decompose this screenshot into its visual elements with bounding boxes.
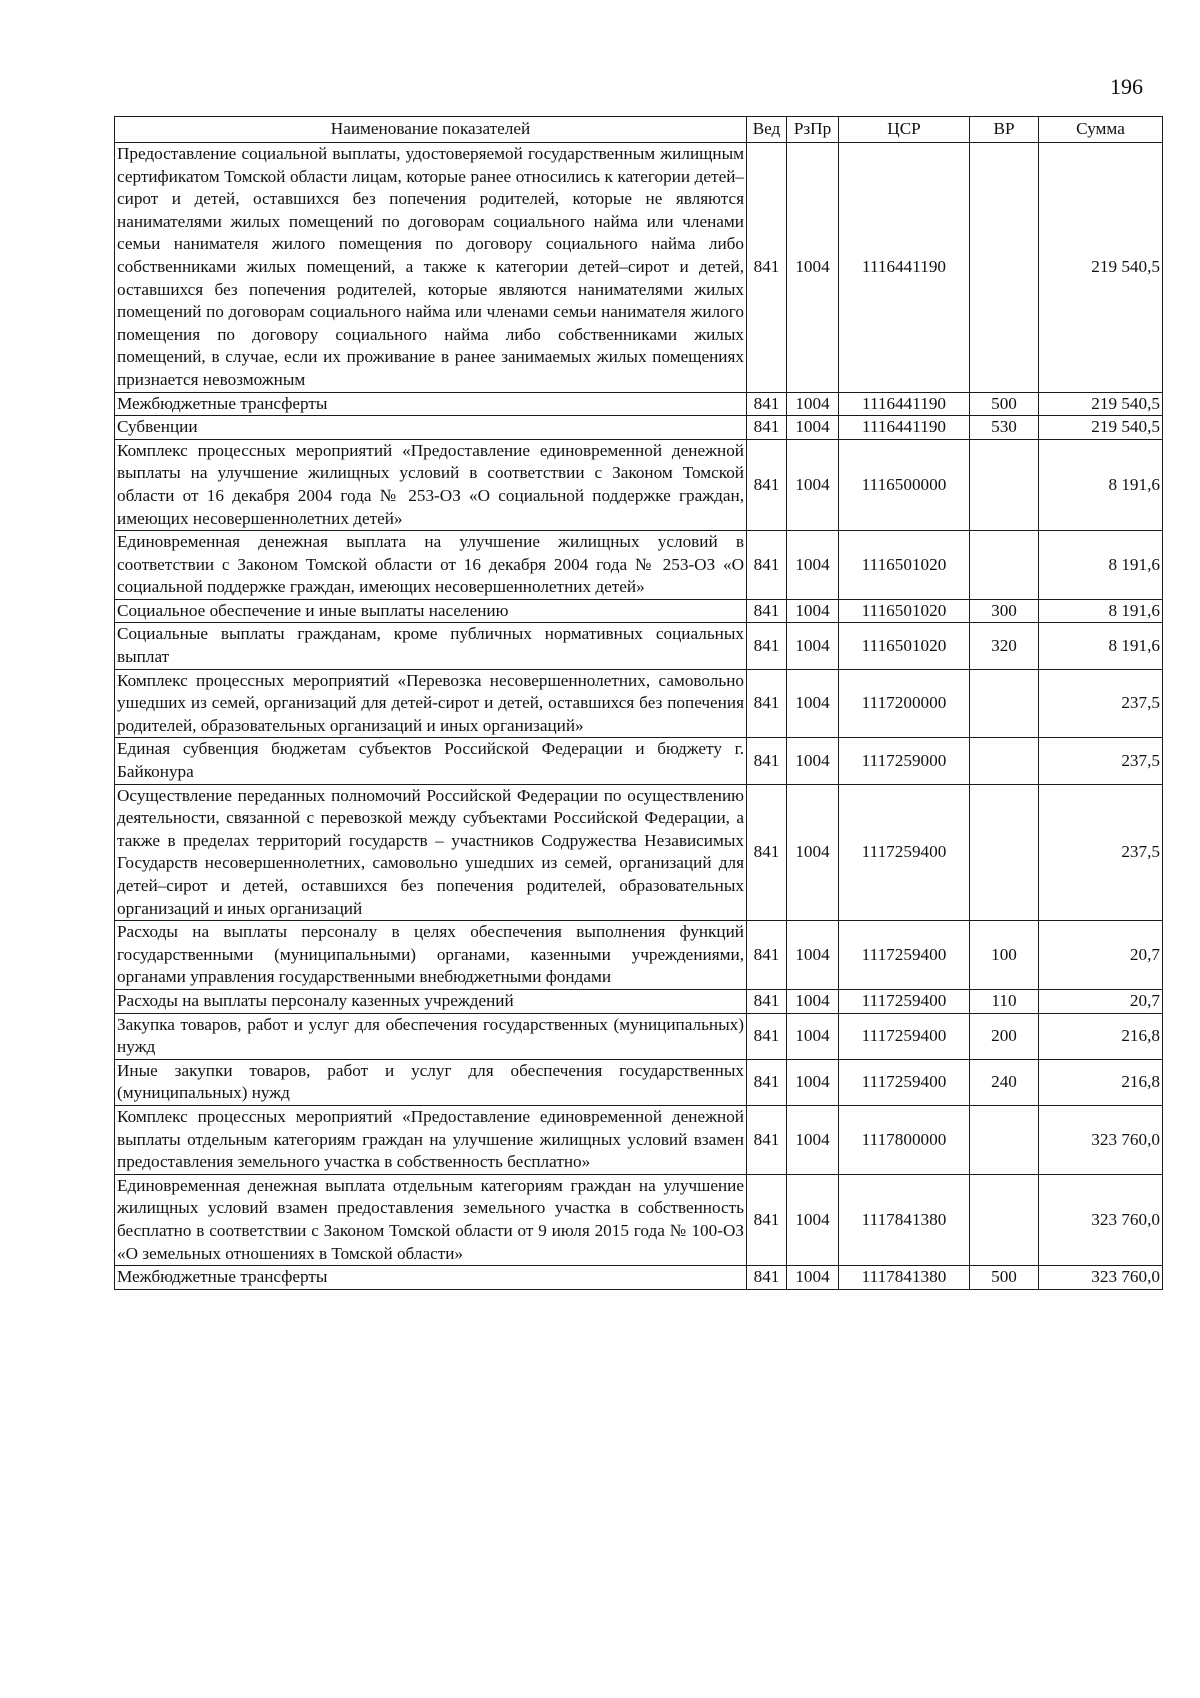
row-rzpr: 1004	[787, 1013, 839, 1059]
table-row	[115, 1105, 1163, 1174]
row-rzpr: 1004	[787, 439, 839, 530]
header-ved: Вед	[747, 117, 787, 143]
row-sum: 8 191,6	[1039, 599, 1163, 623]
row-ved: 841	[747, 599, 787, 623]
row-vr: 530	[970, 416, 1039, 440]
row-ved: 841	[747, 1105, 787, 1174]
row-ved: 841	[747, 1013, 787, 1059]
table-row	[115, 623, 1163, 669]
row-csr: 1117259400	[839, 921, 970, 990]
row-csr: 1117259400	[839, 989, 970, 1013]
row-sum: 237,5	[1039, 669, 1163, 738]
row-vr: 110	[970, 989, 1039, 1013]
row-ved: 841	[747, 439, 787, 530]
row-vr: 320	[970, 623, 1039, 669]
row-rzpr: 1004	[787, 416, 839, 440]
row-sum: 323 760,0	[1039, 1266, 1163, 1290]
row-ved: 841	[747, 623, 787, 669]
row-ved: 841	[747, 738, 787, 784]
row-vr: 300	[970, 599, 1039, 623]
row-ved: 841	[747, 784, 787, 921]
row-name: Межбюджетные трансферты	[115, 1266, 747, 1290]
row-rzpr: 1004	[787, 623, 839, 669]
row-name: Единая субвенция бюджетам субъектов Российской Федерации и бюджету г. Байконура	[115, 738, 747, 784]
row-rzpr: 1004	[787, 599, 839, 623]
row-csr: 1117200000	[839, 669, 970, 738]
row-rzpr: 1004	[787, 989, 839, 1013]
table-row	[115, 392, 1163, 416]
header-rzpr: РзПр	[787, 117, 839, 143]
row-rzpr: 1004	[787, 531, 839, 600]
row-vr	[970, 784, 1039, 921]
row-vr: 200	[970, 1013, 1039, 1059]
row-sum: 216,8	[1039, 1059, 1163, 1105]
row-csr: 1117841380	[839, 1266, 970, 1290]
row-csr: 1117259400	[839, 1059, 970, 1105]
table-row	[115, 1059, 1163, 1105]
row-sum: 323 760,0	[1039, 1174, 1163, 1265]
row-rzpr: 1004	[787, 1105, 839, 1174]
row-vr	[970, 738, 1039, 784]
header-csr: ЦСР	[839, 117, 970, 143]
row-vr	[970, 531, 1039, 600]
row-ved: 841	[747, 669, 787, 738]
row-csr: 1116441190	[839, 143, 970, 393]
row-ved: 841	[747, 531, 787, 600]
row-csr: 1116501020	[839, 599, 970, 623]
row-rzpr: 1004	[787, 143, 839, 393]
row-name: Единовременная денежная выплата на улучшение жилищных условий в соответствии с Законом Томской области от 16 декабря 2004 года № 253-ОЗ «О социальной поддержке граждан, имеющих несовершеннолетних детей»	[115, 531, 747, 600]
row-name: Расходы на выплаты персоналу в целях обеспечения выполнения функций государственными (муниципальными) органами, казенными учреждениями, органами управления государственными внебюджетными фондами	[115, 921, 747, 990]
table-row	[115, 738, 1163, 784]
row-sum: 8 191,6	[1039, 439, 1163, 530]
row-csr: 1116441190	[839, 416, 970, 440]
row-sum: 219 540,5	[1039, 392, 1163, 416]
row-name: Комплекс процессных мероприятий «Предоставление единовременной денежной выплаты на улучшение жилищных условий в соответствии с Законом Томской области от 16 декабря 2004 года № 253-ОЗ «О социальной поддержке граждан, имеющих несовершеннолетних детей»	[115, 439, 747, 530]
table-row	[115, 1174, 1163, 1265]
row-name: Социальные выплаты гражданам, кроме публичных нормативных социальных выплат	[115, 623, 747, 669]
row-sum: 219 540,5	[1039, 143, 1163, 393]
row-rzpr: 1004	[787, 1266, 839, 1290]
row-ved: 841	[747, 921, 787, 990]
row-rzpr: 1004	[787, 784, 839, 921]
row-rzpr: 1004	[787, 1174, 839, 1265]
row-ved: 841	[747, 1174, 787, 1265]
table-row	[115, 669, 1163, 738]
row-sum: 20,7	[1039, 921, 1163, 990]
row-sum: 20,7	[1039, 989, 1163, 1013]
row-csr: 1117841380	[839, 1174, 970, 1265]
row-name: Осуществление переданных полномочий Российской Федерации по осуществлению деятельности, связанной с перевозкой между субъектами Российской Федерации, а также в пределах территорий государств – участников Содружества Независимых Государств несовершеннолетних, самовольно ушедших из семей, организаций для детей–сирот и детей, оставшихся без попечения родителей, образовательных организаций и иных организаций	[115, 784, 747, 921]
row-sum: 216,8	[1039, 1013, 1163, 1059]
row-sum: 237,5	[1039, 784, 1163, 921]
row-name: Комплекс процессных мероприятий «Перевозка несовершеннолетних, самовольно ушедших из семей, организаций для детей-сирот и детей, оставшихся без попечения родителей, образовательных организаций и иных организаций»	[115, 669, 747, 738]
row-name: Социальное обеспечение и иные выплаты населению	[115, 599, 747, 623]
row-vr: 100	[970, 921, 1039, 990]
table-row	[115, 784, 1163, 921]
budget-table	[114, 116, 1163, 1290]
row-vr	[970, 1174, 1039, 1265]
table-row	[115, 1266, 1163, 1290]
row-csr: 1117800000	[839, 1105, 970, 1174]
row-name: Субвенции	[115, 416, 747, 440]
table-row	[115, 531, 1163, 600]
row-vr: 240	[970, 1059, 1039, 1105]
row-sum: 8 191,6	[1039, 531, 1163, 600]
row-vr	[970, 669, 1039, 738]
header-vr: ВР	[970, 117, 1039, 143]
row-csr: 1116500000	[839, 439, 970, 530]
row-rzpr: 1004	[787, 738, 839, 784]
header-sum: Сумма	[1039, 117, 1163, 143]
row-ved: 841	[747, 1266, 787, 1290]
table-row	[115, 416, 1163, 440]
header-name: Наименование показателей	[115, 117, 747, 143]
row-vr	[970, 439, 1039, 530]
table-row	[115, 439, 1163, 530]
table-row	[115, 989, 1163, 1013]
row-name: Предоставление социальной выплаты, удостоверяемой государственным жилищным сертификатом Томской области лицам, которые ранее относились к категории детей–сирот и детей, оставшихся без попечения родителей, которые не являются нанимателями жилых помещений по договорам социального найма или членами семьи нанимателя жилого помещения по договору социального найма либо собственниками жилых помещений, а также к категории детей–сирот и детей, оставшихся без попечения родителей, которые являются нанимателями жилых помещений по договорам социального найма или членами семьи нанимателя жилого помещения по договору социального найма либо собственниками жилых помещений, в случае, если их проживание в ранее занимаемых жилых помещениях признается невозможным	[115, 143, 747, 393]
row-sum: 219 540,5	[1039, 416, 1163, 440]
row-vr	[970, 1105, 1039, 1174]
row-vr: 500	[970, 1266, 1039, 1290]
row-csr: 1116441190	[839, 392, 970, 416]
row-name: Закупка товаров, работ и услуг для обеспечения государственных (муниципальных) нужд	[115, 1013, 747, 1059]
row-name: Комплекс процессных мероприятий «Предоставление единовременной денежной выплаты отдельным категориям граждан на улучшение жилищных условий взамен предоставления земельного участка в собственность бесплатно»	[115, 1105, 747, 1174]
row-ved: 841	[747, 1059, 787, 1105]
row-ved: 841	[747, 416, 787, 440]
table-row	[115, 1013, 1163, 1059]
row-sum: 8 191,6	[1039, 623, 1163, 669]
row-name: Единовременная денежная выплата отдельным категориям граждан на улучшение жилищных условий взамен предоставления земельного участка в собственность бесплатно в соответствии с Законом Томской области от 9 июля 2015 года № 100-ОЗ «О земельных отношениях в Томской области»	[115, 1174, 747, 1265]
table-row	[115, 143, 1163, 393]
row-name: Межбюджетные трансферты	[115, 392, 747, 416]
row-name: Иные закупки товаров, работ и услуг для обеспечения государственных (муниципальных) нужд	[115, 1059, 747, 1105]
row-csr: 1117259000	[839, 738, 970, 784]
row-vr	[970, 143, 1039, 393]
table-header-row	[115, 117, 1163, 143]
table-row	[115, 599, 1163, 623]
row-name: Расходы на выплаты персоналу казенных учреждений	[115, 989, 747, 1013]
row-rzpr: 1004	[787, 921, 839, 990]
row-sum: 237,5	[1039, 738, 1163, 784]
row-csr: 1117259400	[839, 1013, 970, 1059]
row-rzpr: 1004	[787, 669, 839, 738]
row-ved: 841	[747, 143, 787, 393]
page-number: 196	[1110, 74, 1143, 99]
row-rzpr: 1004	[787, 1059, 839, 1105]
row-sum: 323 760,0	[1039, 1105, 1163, 1174]
row-ved: 841	[747, 989, 787, 1013]
row-csr: 1117259400	[839, 784, 970, 921]
table-row	[115, 921, 1163, 990]
row-vr: 500	[970, 392, 1039, 416]
row-csr: 1116501020	[839, 623, 970, 669]
row-ved: 841	[747, 392, 787, 416]
row-rzpr: 1004	[787, 392, 839, 416]
row-csr: 1116501020	[839, 531, 970, 600]
